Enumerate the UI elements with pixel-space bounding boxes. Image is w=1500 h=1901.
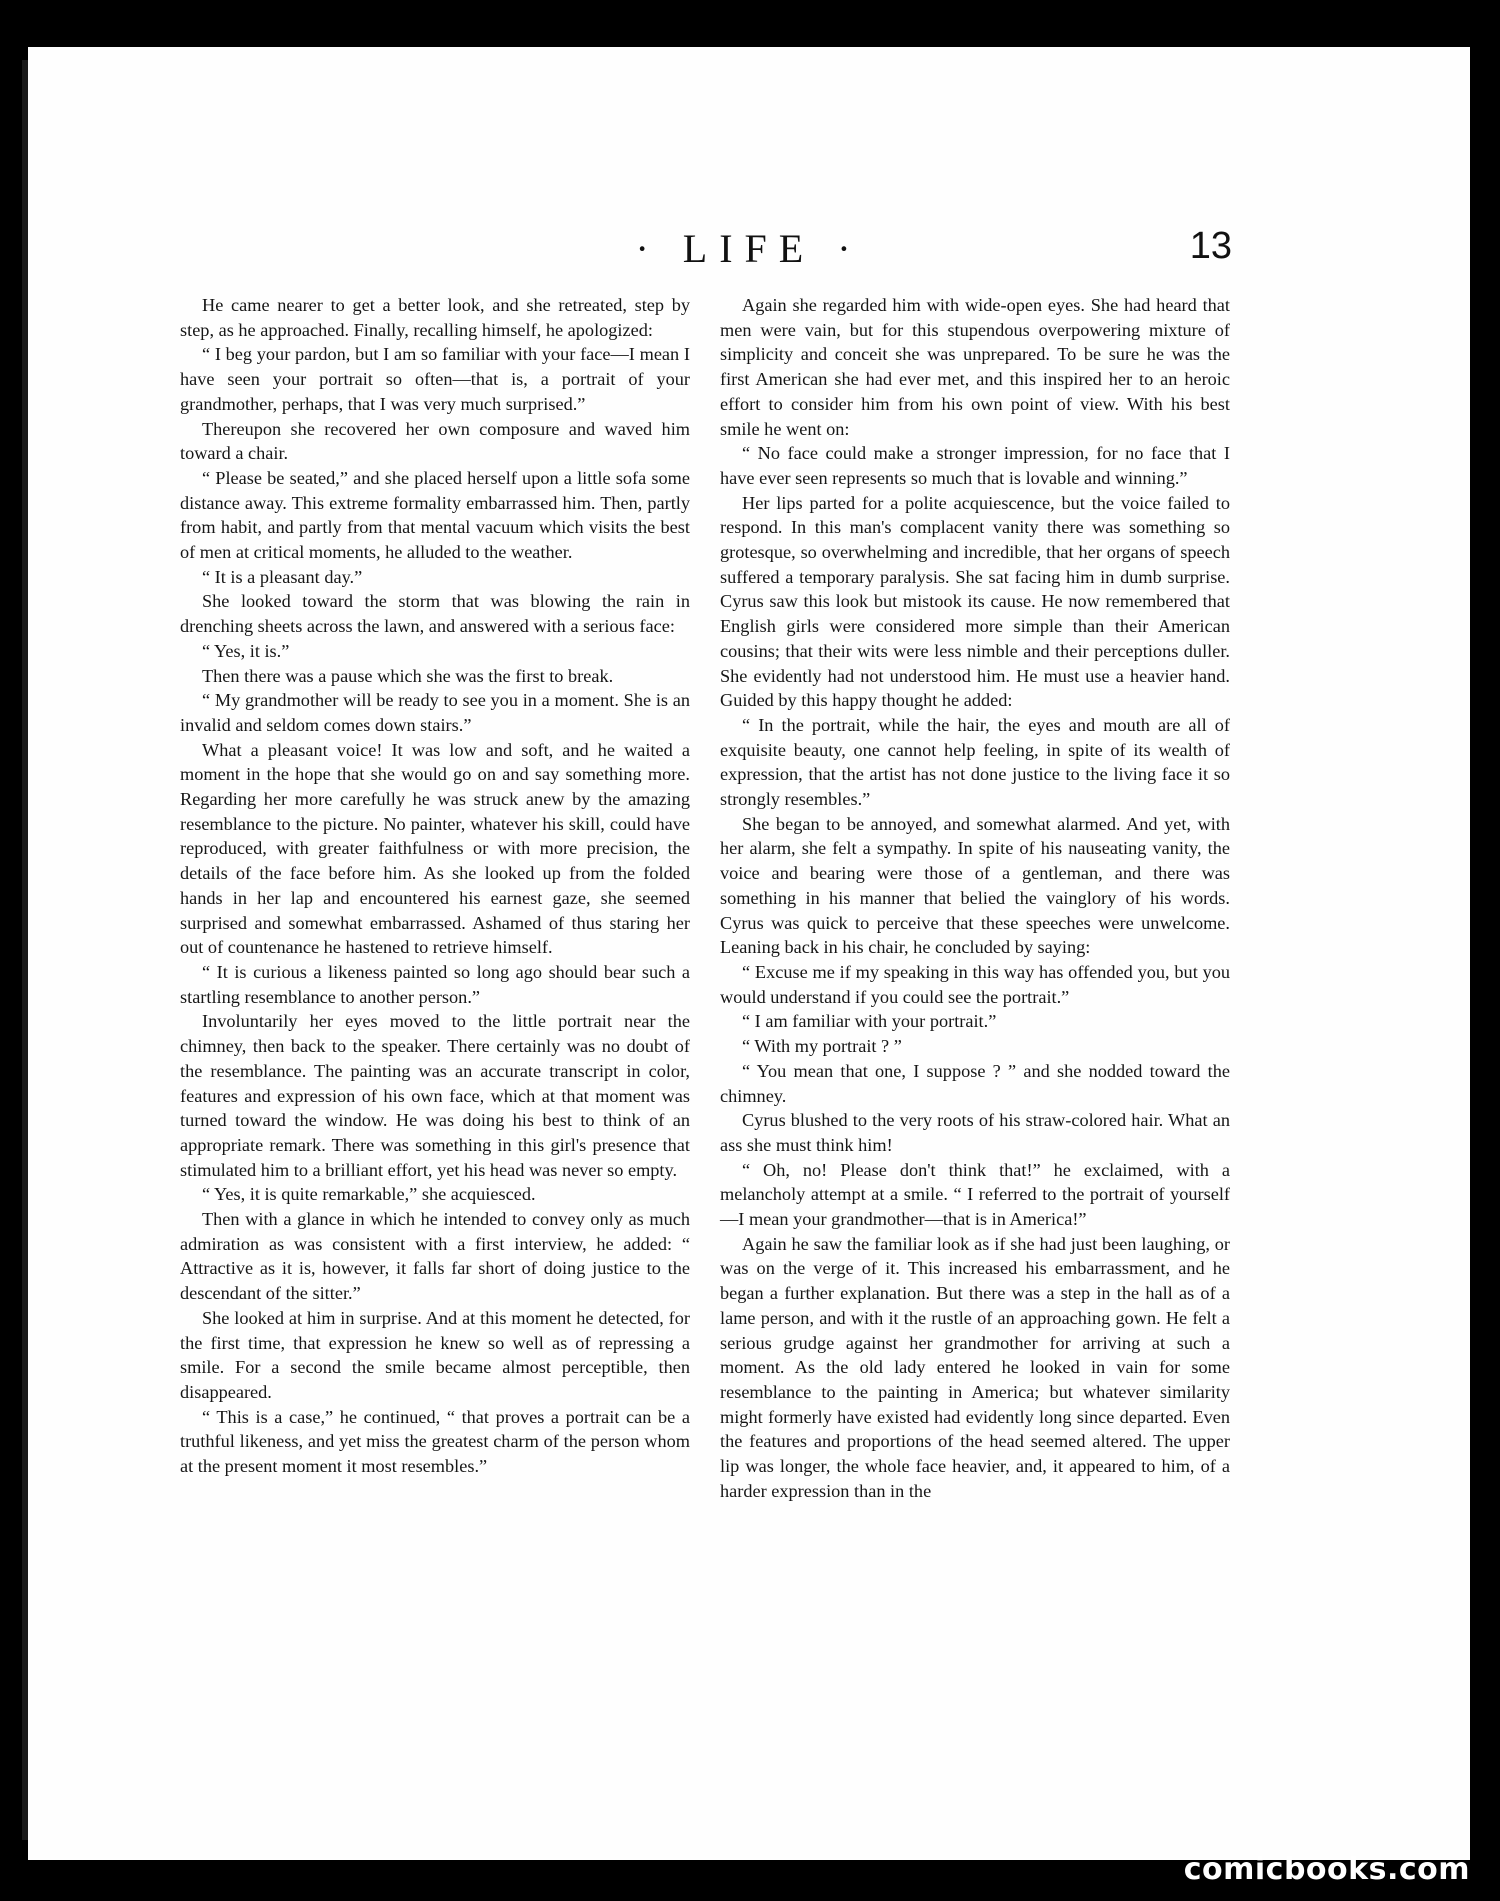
paragraph: Then there was a pause which she was the first to break. [202,665,614,686]
page-number: 13 [1189,225,1232,267]
paragraph: “ It is curious a likeness painted so long ago should bear such a startling resemblance to another person.” [180,961,690,1007]
right-text-column [720,293,1230,1503]
masthead-title: · LIFE · [635,226,863,271]
paragraph: “ My grandmother will be ready to see you in a moment. She is an invalid and seldom comes down stairs.” [180,690,690,735]
paragraph: “ I beg your pardon, but I am so familiar with your face—I mean I have seen your portrait so often—that is, a portrait of your grandmother, perhaps, that I was very much surprised.” [180,344,690,414]
paragraph: “ This is a case,” he continued, “ that proves a portrait can be a truthful likeness, and yet miss the greatest charm of the person whom at the present moment it most resembles.” [180,1406,690,1477]
paragraph: “ I am familiar with your portrait.” [742,1011,997,1032]
paragraph: “ Oh, no! Please don't think that!” he exclaimed, with a melancholy attempt at a smile. “ I referred to the portrait of yourself—I mean your grandmother—that is in America!” [720,1159,1230,1230]
paragraph: What a pleasant voice! It was low and soft, and he waited a moment in the hope that she would go on and say something more. Regarding her more carefully he was struck anew by the amazing resemblance to the picture. No painter, whatever his skill, could have reproduced, with greater faithfulness or with more precision, the details of the face before him. As she looked up from the folded hands in her lap and encountered his earnest gaze, she seemed surprised and somewhat embarrassed. Ashamed of thus staring her out of countenance he hastened to retrieve himself. [180,739,690,958]
paragraph: He came nearer to get a better look, and she retreated, step by step, as he approached. Finally, recalling himself, he apologized: [180,295,690,340]
paragraph: She looked at him in surprise. And at this moment he detected, for the first time, that expression he knew so well as of repressing a smile. For a second the smile became almost perceptible, then disappeared. [180,1307,690,1402]
paragraph: Involuntarily her eyes moved to the little portrait near the chimney, then back to the speaker. There certainly was no doubt of the resemblance. The painting was an accurate transcript in color, features and expression of his own face, which at that moment was turned toward the window. He was doing his best to think of an appropriate remark. There was something in this girl's presence that stimulated him to a brilliant effort, yet his head was never so empty. [180,1011,690,1180]
page-header [28,225,1470,285]
paragraph: “ You mean that one, I suppose ? ” and she nodded toward the chimney. [720,1060,1230,1106]
paragraph: “ Excuse me if my speaking in this way has offended you, but you would understand if you could see the portrait.” [720,961,1230,1007]
paragraph: Again he saw the familiar look as if she had just been laughing, or was on the verge of it. This increased his embarrassment, and he began a further explanation. But there was a step in the hall as of a lame person, and with it the rustle of an approaching gown. He felt a serious grudge against her grandmother for arriving at such a moment. As the old lady entered he looked in vain for some resemblance to the painting in America; but whatever similarity might formerly have existed had evidently long since departed. Even the features and proportions of the head seemed altered. The upper lip was longer, the whole face heavier, and, it appeared to him, of a harder expression than in the [720,1233,1230,1501]
paragraph: Then with a glance in which he intended to convey only as much admiration as was consistent with a first interview, he added: “ Attractive as it is, however, it falls far short of doing justice to the descendant of the sitter.” [180,1209,690,1304]
paragraph: “ Please be seated,” and she placed herself upon a little sofa some distance away. This extreme formality embarrassed him. Then, partly from habit, and partly from that mental vacuum which visits the best of men at critical moments, he alluded to the weather. [180,467,690,563]
magazine-page [28,47,1470,1860]
source-watermark: comicbooks.com [1183,1852,1470,1887]
paragraph: “ No face could make a stronger impression, for no face that I have ever seen represents so much that is lovable and winning.” [720,443,1230,488]
paragraph: Cyrus blushed to the very roots of his straw-colored hair. What an ass she must think him! [720,1110,1230,1155]
paragraph: “ It is a pleasant day.” [202,566,363,587]
left-text-column [180,293,690,1479]
paragraph: “ Yes, it is quite remarkable,” she acquiesced. [202,1184,536,1205]
paragraph: Her lips parted for a polite acquiescence, but the voice failed to respond. In this man's complacent vanity there was something so grotesque, so overwhelming and incredible, that her organs of speech suffered a temporary paralysis. She sat facing him in dumb surprise. Cyrus saw this look but mistook its cause. He now remembered that English girls were considered more simple than their American cousins; that their wits were less nimble and their perceptions duller. She evidently had not understood him. He must use a heavier hand. Guided by this happy thought he added: [720,492,1230,711]
paragraph: She began to be annoyed, and somewhat alarmed. And yet, with her alarm, she felt a sympathy. In spite of his nauseating vanity, the voice and bearing were those of a gentleman, and there was something in his manner that belied the vainglory of his words. Cyrus was quick to perceive that these speeches were unwelcome. Leaning back in his chair, he concluded by saying: [720,813,1230,958]
paragraph: “ Yes, it is.” [202,640,290,661]
paragraph: She looked toward the storm that was blowing the rain in drenching sheets across the lawn, and answered with a serious face: [180,591,690,637]
paragraph: Again she regarded him with wide-open eyes. She had heard that men were vain, but for this stupendous overpowering mixture of simplicity and conceit she was unprepared. To be sure he was the first American she had ever met, and this inspired her to an heroic effort to consider him from his own point of view. With his best smile he went on: [720,295,1230,439]
paragraph: “ In the portrait, while the hair, the eyes and mouth are all of exquisite beauty, one cannot help feeling, in spite of its wealth of expression, that the artist has not done justice to the living face it so strongly resembles.” [720,714,1230,810]
paragraph: “ With my portrait ? ” [742,1036,902,1057]
paragraph: Thereupon she recovered her own composure and waved him toward a chair. [180,418,690,464]
